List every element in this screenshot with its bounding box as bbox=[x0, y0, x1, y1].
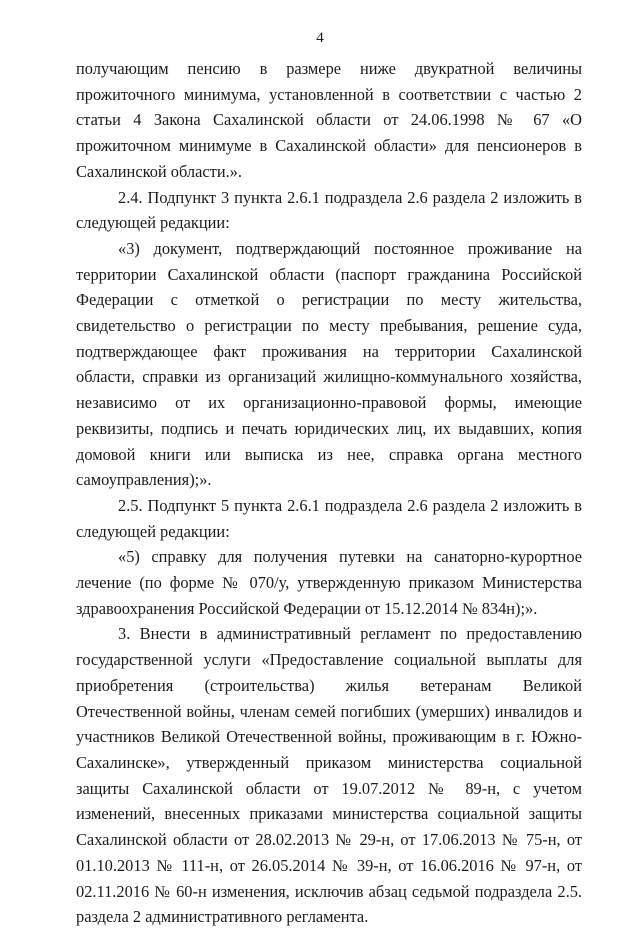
paragraph-2-4: 2.4. Подпункт 3 пункта 2.6.1 подраздела 2.6 раздела 2 изложить в следующей редакции: bbox=[76, 187, 582, 233]
paragraph-pension-continuation: получающим пенсию в размере ниже двукратной величины прожиточного минимума, установленной в соответствии с частью 2 статьи 4 Закона Сахалинской области от 24.06.1998 № 67 «О прожиточном минимуме в Сахалинской области» для пенсионеров в Сахалинской области.». bbox=[76, 59, 582, 181]
paragraph-2-4-quote: «3) документ, подтверждающий постоянное проживание на территории Сахалинской области (паспорт гражданина Российской Федерации с отметкой о регистрации по месту жительства, свидетельство о регистрации по месту пребывания, решение суда, подтверждающее факт проживания на территории Сахалинской области, справки из организаций жилищно-коммунального хозяйства, независимо от их организационно-правовой формы, имеющие реквизиты, подпись и печать юридических лиц, их выдавших, копия домовой книги или выписка из нее, справка органа местного самоуправления);». bbox=[76, 238, 582, 490]
document-body bbox=[76, 56, 582, 930]
paragraph-2-5-quote: «5) справку для получения путевки на санаторно-курортное лечение (по форме № 070/у, утвержденную приказом Министерства здравоохранения Российской Федерации от 15.12.2014 № 834н);». bbox=[76, 547, 582, 618]
paragraph-3: 3. Внести в административный регламент по предоставлению государственной услуги «Предоставление социальной выплаты для приобретения (строительства) жилья ветеранам Великой Отечественной войны, членам семей погибших (умерших) инвалидов и участников Великой Отечественной войны, проживающим в г. Южно-Сахалинске», утвержденный приказом министерства социальной защиты Сахалинской области от 19.07.2012 № 89-н, с учетом изменений, внесенных приказами министерства социальной защиты Сахалинской области от 28.02.2013 № 29-н, от 17.06.2013 № 75-н, от 01.10.2013 № 111-н, от 26.05.2014 № 39-н, от 16.06.2016 № 97-н, от 02.11.2016 № 60-н изменения, исключив абзац седьмой подраздела 2.5. раздела 2 административного регламента. bbox=[76, 624, 582, 927]
paragraph-2-5: 2.5. Подпункт 5 пункта 2.6.1 подраздела 2.6 раздела 2 изложить в следующей редакции: bbox=[76, 495, 582, 541]
page-number: 4 bbox=[316, 30, 324, 46]
